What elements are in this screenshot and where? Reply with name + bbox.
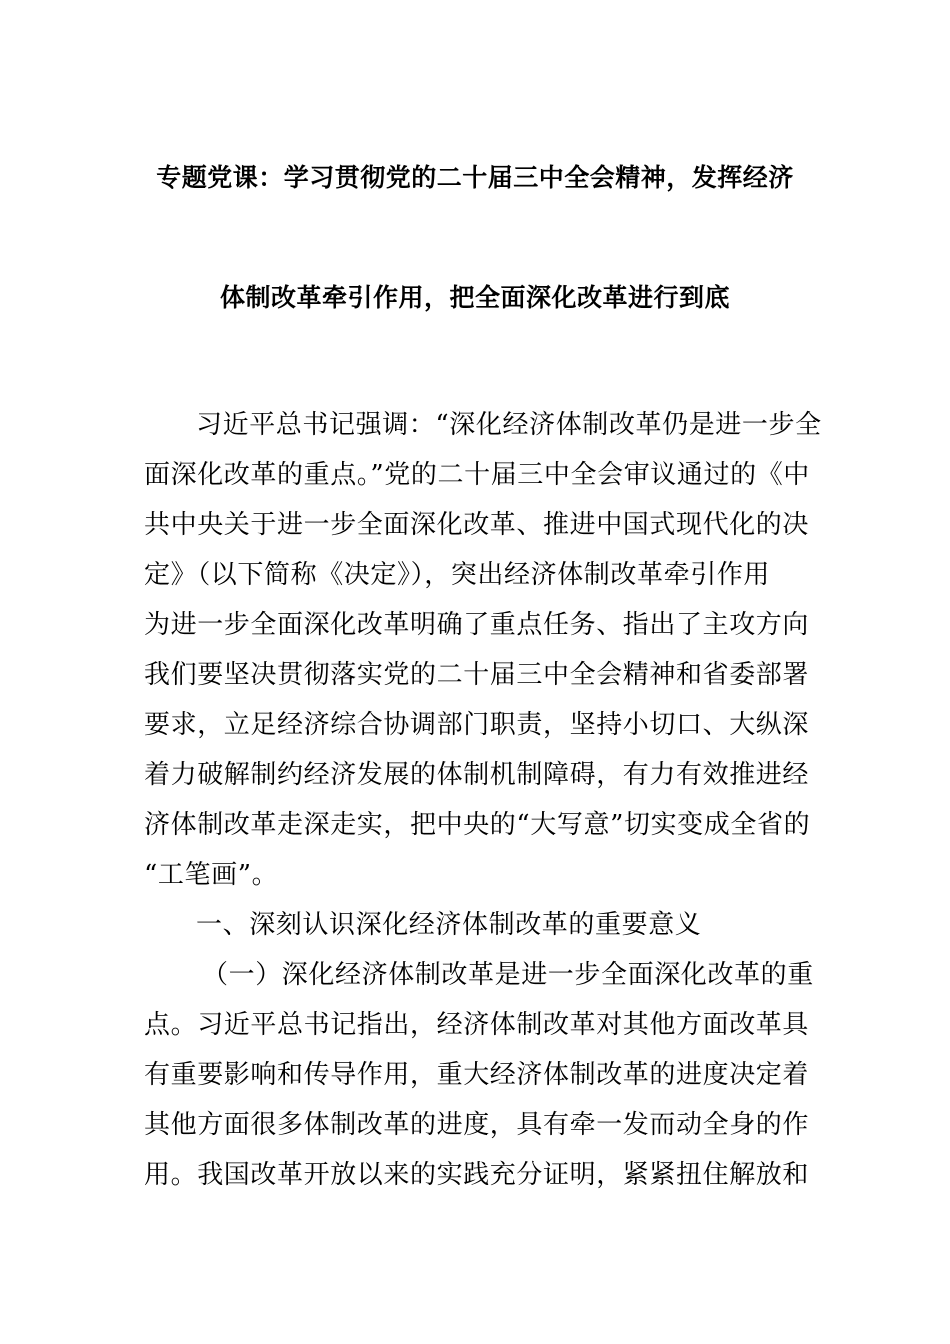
section-heading: 一、深刻认识深化经济体制改革的重要意义 — [196, 910, 702, 940]
body-line: 面深化改革的重点。”党的二十届三中全会审议通过的《中 — [144, 460, 810, 490]
body-line: 用。我国改革开放以来的实践充分证明，紧紧扭住解放和 — [144, 1160, 810, 1190]
body-line: 习近平总书记强调：“深化经济体制改革仍是进一步全 — [196, 410, 822, 440]
body-line: “工笔画”。 — [144, 860, 279, 890]
body-line: 要求，立足经济综合协调部门职责，坚持小切口、大纵深 — [144, 710, 810, 740]
body-line: 其他方面很多体制改革的进度，具有牵一发而动全身的作 — [144, 1110, 810, 1140]
body-line: 点。习近平总书记指出，经济体制改革对其他方面改革具 — [144, 1010, 810, 1040]
document-title-line-1: 专题党课：学习贯彻党的二十届三中全会精神，发挥经济 — [156, 163, 794, 192]
body-line: 共中央关于进一步全面深化改革、推进中国式现代化的决 — [144, 510, 810, 540]
subsection-heading-line: （一）深化经济体制改革是进一步全面深化改革的重 — [202, 960, 814, 990]
document-title-line-2: 体制改革牵引作用，把全面深化改革进行到底 — [219, 283, 730, 312]
body-line: 有重要影响和传导作用，重大经济体制改革的进度决定着 — [144, 1060, 810, 1090]
body-line: 我们要坚决贯彻落实党的二十届三中全会精神和省委部署 — [144, 660, 810, 690]
body-line: 着力破解制约经济发展的体制机制障碍，有力有效推进经 — [144, 760, 810, 790]
body-line: 济体制改革走深走实，把中央的“大写意”切实变成全省的 — [144, 810, 811, 840]
body-line: 为进一步全面深化改革明确了重点任务、指出了主攻方向 — [144, 610, 810, 640]
body-line: 定》（以下简称《决定》），突出经济体制改革牵引作用 — [144, 560, 771, 590]
document-body — [144, 400, 822, 1200]
